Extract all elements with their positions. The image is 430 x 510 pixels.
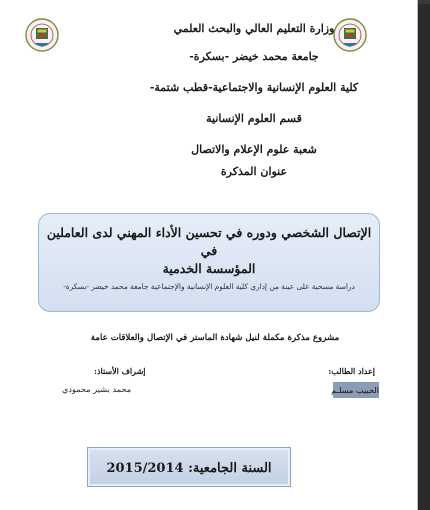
department-line: قسم العلوم الإنسانية — [206, 112, 302, 125]
thesis-title-line-1: الإتصال الشخصي ودوره في تحسين الأداء المهني لدى العاملين في — [46, 225, 372, 258]
academic-year-box — [88, 448, 290, 486]
faculty-line: كلية العلوم الإنسانية والاجتماعية-قطب شتمة- — [149, 81, 359, 94]
thesis-subtitle: دراسة مسحية على عينة من إداري كلية العلوم الإنسانية والإجتماعية جامعة محمد خيضر -بسكرة- — [63, 282, 355, 291]
project-statement: مشروع مذكرة مكملة لنيل شهادة الماستر في الإتصال والعلاقات عامة — [90, 333, 340, 343]
supervision-label: إشراف الأستاذ: — [94, 366, 146, 376]
ministry-line: وزارة التعليم العالي والبحث العلمي — [173, 22, 335, 35]
university-logo-icon — [24, 16, 60, 54]
student-name: الحبيب مسلـم — [333, 382, 379, 398]
supervisor-name: محمد بشير محمودي — [62, 384, 132, 394]
prepared-by-label: إعداد الطالب: — [328, 366, 375, 376]
thesis-title-box — [38, 213, 380, 312]
thesis-title-heading: عنوان المذكرة — [220, 165, 288, 178]
university-line: جامعة محمد خيضر -بسكرة- — [189, 50, 319, 63]
institution-header — [139, 20, 369, 183]
academic-year: السنة الجامعية: 2015/2014 — [106, 461, 272, 476]
branch-line: شعبة علوم الإعلام والاتصال — [191, 143, 317, 156]
thesis-title-line-2: المؤسسة الخدمية — [162, 261, 256, 276]
